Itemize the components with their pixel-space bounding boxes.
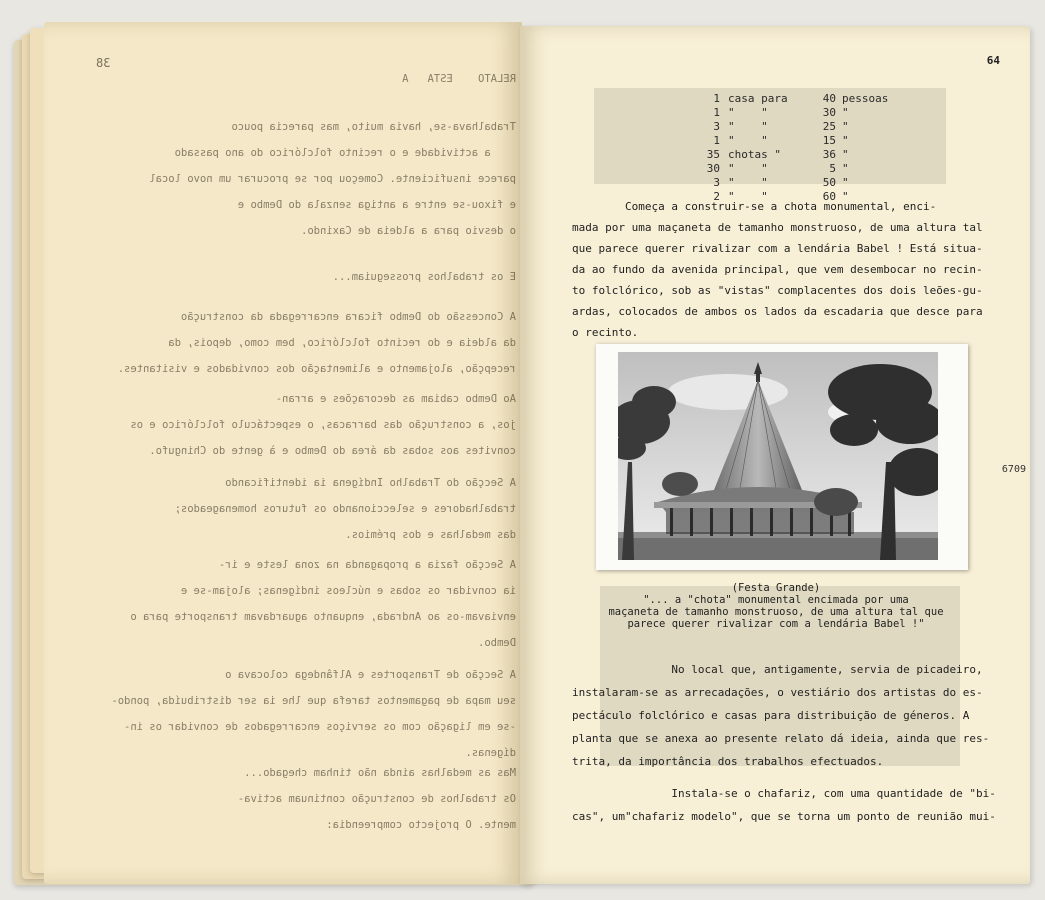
table-cell: pessoas bbox=[842, 92, 889, 105]
bleed-line: A Secção de Transportes e Alfândega colocava o bbox=[225, 669, 516, 681]
table-row bbox=[690, 92, 912, 106]
table-cell: 30 bbox=[706, 162, 720, 175]
text-line: No local que, antigamente, servia de picadeiro, bbox=[572, 663, 983, 676]
paragraph-chota bbox=[572, 196, 983, 343]
table-cell: 40 bbox=[822, 92, 836, 105]
table-row bbox=[690, 148, 912, 162]
table-cell: 3 bbox=[713, 176, 720, 189]
text-line: mada por uma maçaneta de tamanho monstruoso, de uma altura tal bbox=[572, 221, 983, 234]
photo-caption bbox=[590, 582, 962, 630]
text-line: Instala-se o chafariz, com uma quantidade de "bi- bbox=[572, 787, 996, 800]
bleed-line: E os trabalhos prosseguiam... bbox=[332, 271, 516, 283]
table-row bbox=[690, 176, 912, 190]
bleed-line: jos, a construção das barracas, o espectáculo folclórico e os bbox=[130, 419, 516, 431]
table-cell: 1 bbox=[713, 106, 720, 119]
bleed-line: parece insuficiente. Começou por se procurar um novo local bbox=[149, 173, 516, 185]
bleed-line: dígenas. bbox=[465, 747, 516, 759]
table-cell: 25 bbox=[822, 120, 836, 133]
bleed-line: Trabalhava-se, havia muito, mas parecia pouco bbox=[231, 121, 516, 133]
photo-chota-monumental bbox=[618, 352, 938, 560]
bleed-line: A Concessão do Dembo ficara encarregada da construção bbox=[180, 311, 516, 323]
text-line: ardas, colocados de ambos os lados da escadaria que desce para bbox=[572, 305, 983, 318]
bleed-line: recepção, alojamento e alimentação dos convidados e visitantes. bbox=[117, 363, 516, 375]
bleed-line: enviavam-os ao Andrada, enquanto aguardavam transporte para o bbox=[130, 611, 516, 623]
table-cell: 1 bbox=[713, 134, 720, 147]
table-cell: " " bbox=[728, 134, 768, 147]
table-cell: " " bbox=[728, 120, 768, 133]
side-annotation: 6709 bbox=[1001, 464, 1026, 475]
bleed-line: Dembo. bbox=[478, 637, 516, 649]
left-page bbox=[44, 22, 522, 884]
table-cell: 35 bbox=[706, 148, 720, 161]
table-cell: " bbox=[842, 162, 849, 175]
bleed-line: -se em ligação com os serviços encarregados de convidar os in- bbox=[124, 721, 516, 733]
table-cell: " bbox=[842, 120, 849, 133]
bleed-line: da aldeia e do recinto folclórico, bem como, depois, da bbox=[168, 337, 516, 349]
table-row bbox=[690, 106, 912, 120]
bleed-line: das medalhas e dos prémios. bbox=[345, 529, 516, 541]
table-cell: " bbox=[842, 148, 849, 161]
bleed-line: convites aos sobas da área do Dembo e à gente do Chingufo. bbox=[149, 445, 516, 457]
text-line: "... a "chota" monumental encimada por uma bbox=[643, 594, 909, 606]
table-cell: casa para bbox=[728, 92, 788, 105]
bleed-line: e fixou-se entre a antiga senzala do Dembo e bbox=[237, 199, 516, 211]
paragraph-picadeiro bbox=[572, 658, 989, 773]
right-page-number: 64 bbox=[986, 54, 1000, 67]
table-cell: " bbox=[842, 106, 849, 119]
bleed-line: RELATO ESTA A bbox=[402, 73, 516, 85]
right-page bbox=[520, 26, 1030, 884]
table-cell: 5 bbox=[829, 162, 836, 175]
text-line: trita, da importância dos trabalhos efectuados. bbox=[572, 755, 884, 768]
bleed-line: A Secção fazia a propaganda na zona leste e ir- bbox=[218, 559, 516, 571]
text-line: planta que se anexa ao presente relato dá ideia, ainda que res- bbox=[572, 732, 990, 745]
table-cell: chotas " bbox=[728, 148, 781, 161]
text-line: parece querer rivalizar com a lendária Babel !" bbox=[627, 618, 925, 630]
left-page-number: 38 bbox=[96, 56, 111, 70]
text-line: Começa a construir-se a chota monumental, enci- bbox=[572, 200, 937, 213]
bleed-line: Ao Dembo cabiam as decorações e arran- bbox=[275, 393, 516, 405]
housing-table bbox=[690, 92, 912, 204]
table-cell: 50 bbox=[822, 176, 836, 189]
text-line: o recinto. bbox=[572, 326, 639, 339]
text-line: pectáculo folclórico e casas para distribuição de géneros. A bbox=[572, 709, 970, 722]
table-cell: 36 bbox=[822, 148, 836, 161]
table-row bbox=[690, 162, 912, 176]
text-line: maçaneta de tamanho monstruoso, de uma altura tal que bbox=[608, 606, 944, 618]
bleed-line: Os trabalhos de construção continuam activa- bbox=[237, 793, 516, 805]
table-cell: " bbox=[842, 190, 849, 203]
bleed-line: Mas as medalhas ainda não tinham chegado... bbox=[244, 767, 516, 779]
bleed-line: trabalhadores e seleccionando os futuros homenageados; bbox=[174, 503, 516, 515]
table-cell: 15 bbox=[822, 134, 836, 147]
table-cell: 60 bbox=[822, 190, 836, 203]
text-line: to folclórico, sob as "vistas" complacentes dos dois leões-gu- bbox=[572, 284, 983, 297]
table-cell: 2 bbox=[713, 190, 720, 203]
text-line: que parece querer rivalizar com a lendária Babel ! Está situa- bbox=[572, 242, 983, 255]
bleed-line: o desvio para a aldeia de Caxindo. bbox=[301, 225, 516, 237]
table-cell: " " bbox=[728, 176, 768, 189]
table-row bbox=[690, 120, 912, 134]
bleed-line: ia convidar os sobas e núcleos indígenas; alojam-se e bbox=[180, 585, 516, 597]
table-cell: " bbox=[842, 134, 849, 147]
bleed-line: mente. O projecto compreendia: bbox=[326, 819, 516, 831]
table-cell: " " bbox=[728, 106, 768, 119]
bleed-line: seu mapa de pagamentos tarefa que lhe ia ser distribuída, pondo- bbox=[111, 695, 516, 707]
text-line: instalaram-se as arrecadações, o vestiário dos artistas do es- bbox=[572, 686, 983, 699]
table-cell: 3 bbox=[713, 120, 720, 133]
table-cell: " " bbox=[728, 162, 768, 175]
text-line: da ao fundo da avenida principal, que vem desembocar no recin- bbox=[572, 263, 983, 276]
photo-print bbox=[596, 344, 968, 570]
bleed-line: A Secção do Trabalho Indígena ia identificando bbox=[225, 477, 516, 489]
bleed-line: a actividade e o recinto folclórico do ano passado bbox=[174, 147, 516, 159]
table-cell: 30 bbox=[822, 106, 836, 119]
paragraph-chafariz bbox=[572, 782, 996, 828]
text-line: cas", um"chafariz modelo", que se torna um ponto de reunião mui- bbox=[572, 810, 996, 823]
table-cell: " bbox=[842, 176, 849, 189]
text-line: (Festa Grande) bbox=[731, 582, 821, 594]
table-row bbox=[690, 134, 912, 148]
table-cell: 1 bbox=[713, 92, 720, 105]
table-cell: " " bbox=[728, 190, 768, 203]
